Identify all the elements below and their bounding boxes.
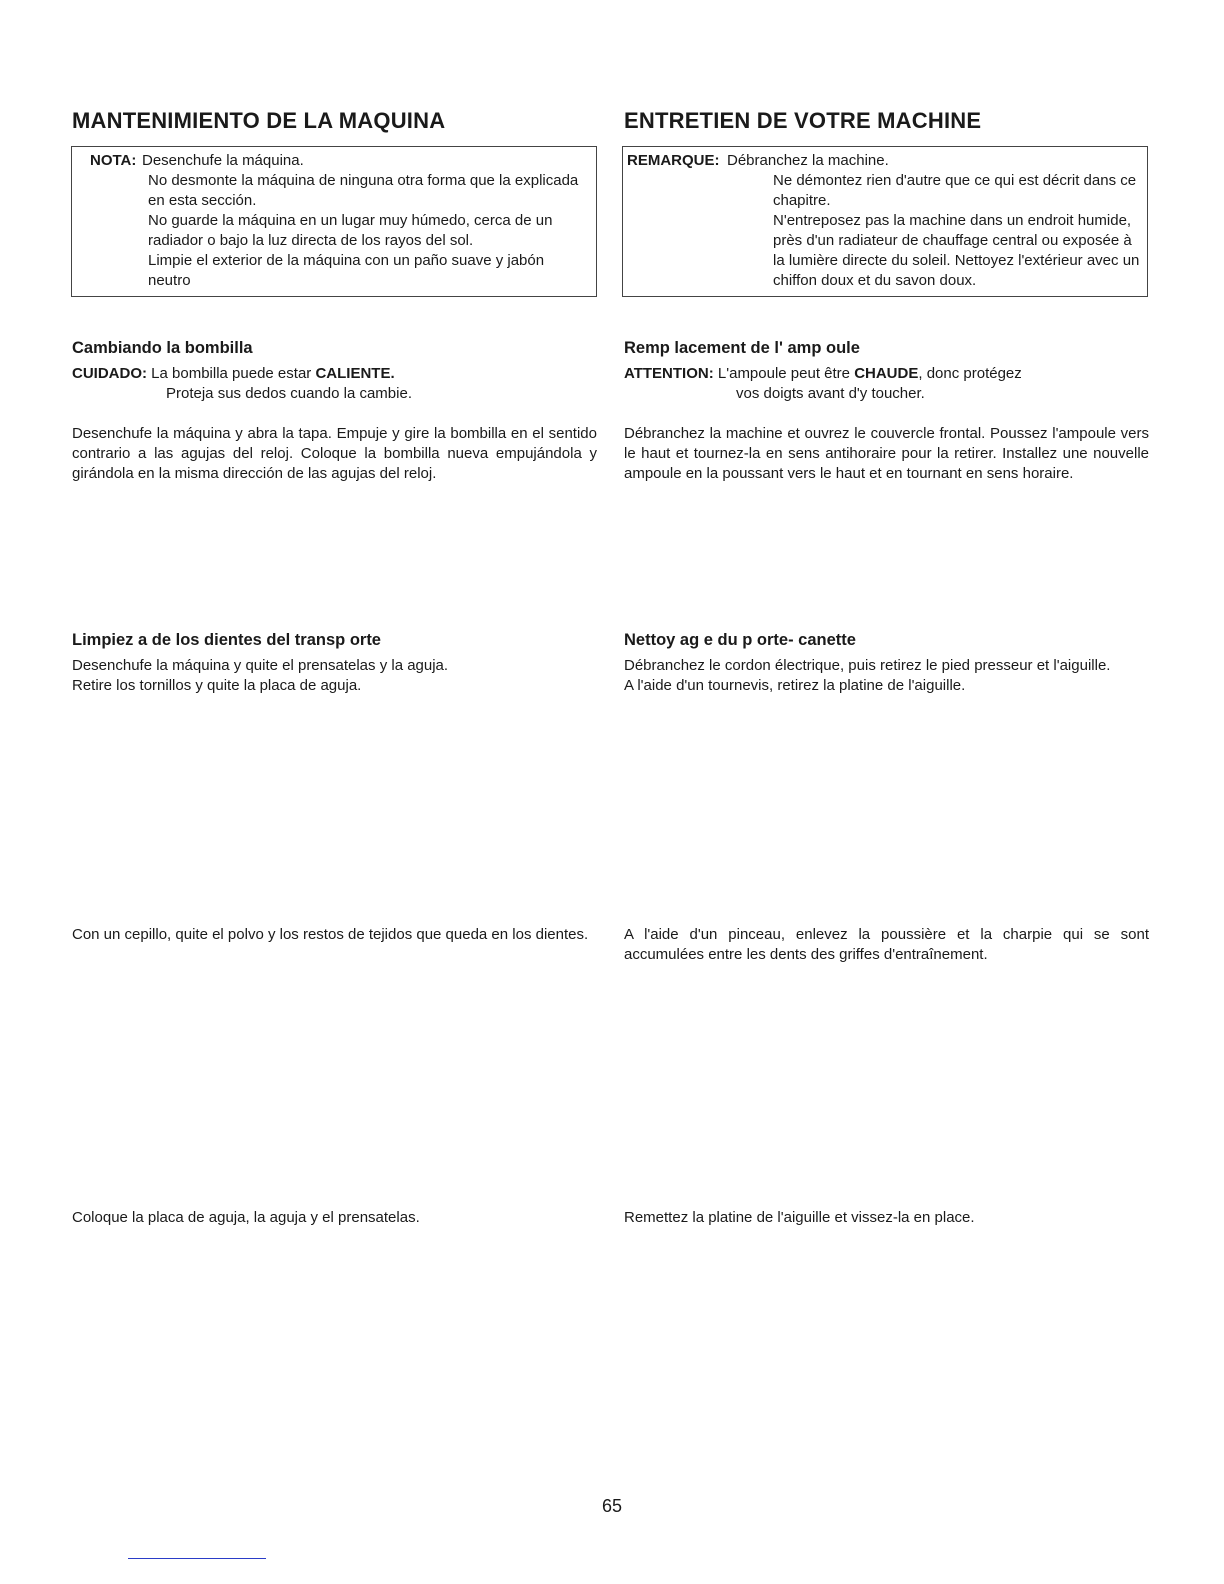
- french-caution-hot: CHAUDE: [854, 365, 919, 382]
- french-bulb-caution: [624, 364, 1149, 404]
- spanish-bulb-body: Desenchufe la máquina y abra la tapa. Empuje y gire la bombilla en el sentido contrario a las agujas del reloj. Coloque la bombilla nueva empujándola y girándola en la misma dirección de las agujas del reloj.: [72, 425, 597, 482]
- french-note-label: REMARQUE:: [627, 152, 720, 169]
- spanish-feed-brush: Con un cepillo, quite el polvo y los restos de tejidos que queda en los dientes.: [72, 926, 589, 943]
- spanish-note-line-2: No desmonte la máquina de ninguna otra forma que la explicada en esta sección.: [148, 172, 579, 209]
- footer-rule: [128, 1558, 266, 1559]
- french-title: ENTRETIEN DE VOTRE MACHINE: [624, 108, 982, 133]
- french-feed-line-2: A l'aide d'un tournevis, retirez la platine de l'aiguille.: [624, 677, 966, 694]
- spanish-feed-heading: Limpiez a de los dientes del transp orte: [72, 631, 381, 649]
- french-note-box: [622, 146, 1148, 297]
- spanish-note-line-1: Desenchufe la máquina.: [142, 152, 304, 169]
- page-number: 65: [601, 1496, 623, 1516]
- spanish-caution-line-2: Proteja sus dedos cuando la cambie.: [166, 385, 412, 402]
- spanish-bulb-caution: [72, 364, 597, 404]
- spanish-feed-replace: Coloque la placa de aguja, la aguja y el prensatelas.: [72, 1209, 420, 1226]
- french-feed-brush: A l'aide d'un pinceau, enlevez la poussière et la charpie qui se sont accumulées entre les dents des griffes d'entraînement.: [624, 926, 1149, 963]
- french-caution-text: L'ampoule peut être: [717, 365, 851, 382]
- spanish-caution-hot: CALIENTE.: [315, 365, 395, 382]
- spanish-title: MANTENIMIENTO DE LA MAQUINA: [72, 108, 446, 133]
- french-caution-line-2: vos doigts avant d'y toucher.: [736, 385, 925, 402]
- french-feed-heading: Nettoy ag e du p orte- canette: [624, 631, 856, 649]
- spanish-note-box: [71, 146, 597, 297]
- french-caution-post: , donc protégez: [918, 365, 1022, 382]
- french-feed-replace: Remettez la platine de l'aiguille et vissez-la en place.: [624, 1209, 975, 1226]
- french-note-line-1: Débranchez la machine.: [727, 152, 889, 169]
- spanish-feed-steps: [72, 656, 597, 696]
- spanish-bulb-heading: Cambiando la bombilla: [72, 339, 253, 357]
- french-note-line-3: N'entreposez pas la machine dans un endroit humide, près d'un radiateur de chauffage central ou exposée à la lumière directe du soleil. Nettoyez l'extérieur avec un chiffon doux et du savon doux.: [773, 212, 1140, 289]
- spanish-note-line-3: No guarde la máquina en un lugar muy húmedo, cerca de un radiador o bajo la luz directa de los rayos del sol.: [148, 212, 553, 249]
- spanish-note-line-4: Limpie el exterior de la máquina con un paño suave y jabón neutro: [148, 252, 545, 289]
- french-note-line-2: Ne démontez rien d'autre que ce qui est décrit dans ce chapitre.: [773, 172, 1137, 209]
- spanish-caution-text: La bombilla puede estar: [151, 365, 312, 382]
- spanish-caution-label: CUIDADO:: [72, 365, 147, 382]
- spanish-note-label: NOTA:: [90, 152, 137, 169]
- french-caution-label: ATTENTION:: [624, 365, 714, 382]
- french-bulb-heading: Remp lacement de l' amp oule: [624, 339, 860, 357]
- spanish-feed-line-2: Retire los tornillos y quite la placa de aguja.: [72, 677, 362, 694]
- french-feed-line-1: Débranchez le cordon électrique, puis retirez le pied presseur et l'aiguille.: [624, 657, 1111, 674]
- french-bulb-body: Débranchez la machine et ouvrez le couvercle frontal. Poussez l'ampoule vers le haut et tournez-la en sens antihoraire pour la retirer. Installez une nouvelle ampoule en la poussant vers le haut et en tournant en sens horaire.: [624, 425, 1149, 482]
- spanish-feed-line-1: Desenchufe la máquina y quite el prensatelas y la aguja.: [72, 657, 449, 674]
- french-feed-steps: [624, 656, 1149, 696]
